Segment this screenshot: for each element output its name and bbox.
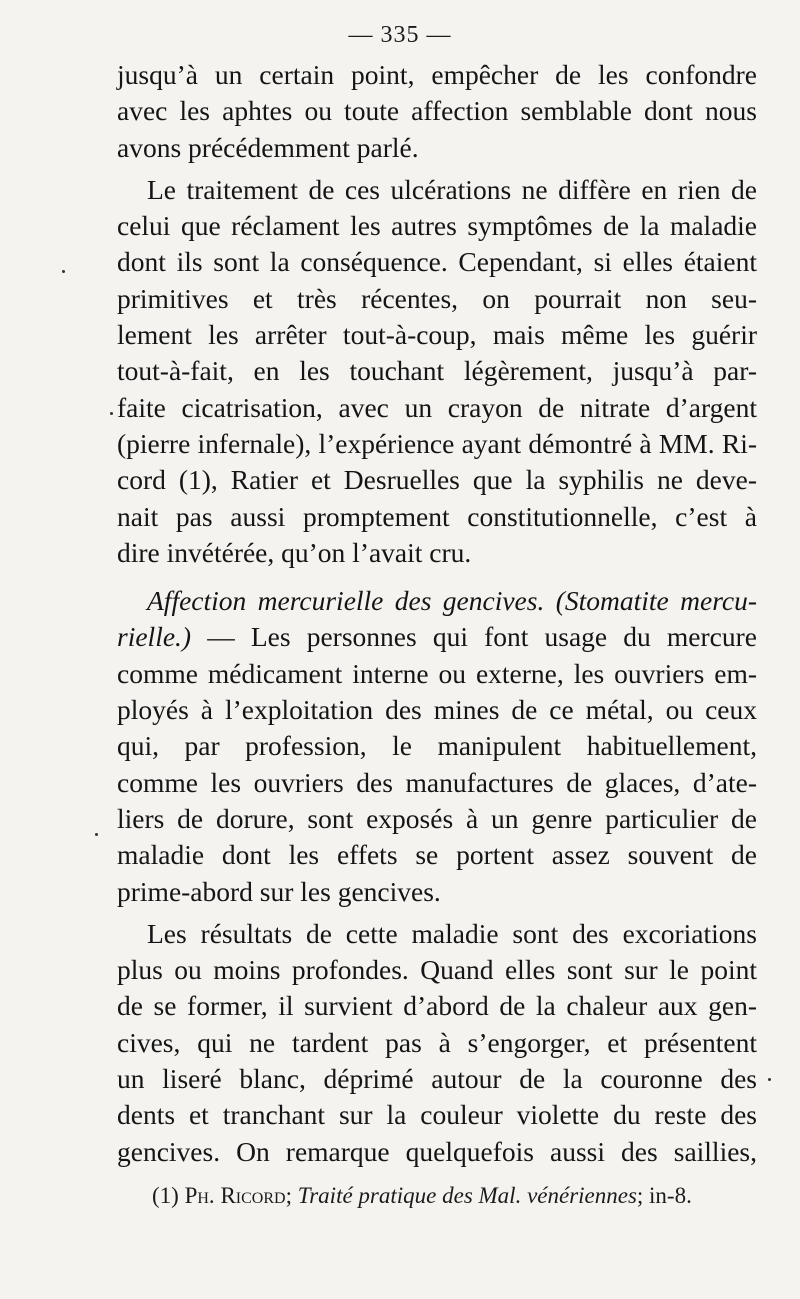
text-line: gencives. On remarque quelquefois aussi des saillies, <box>117 1135 757 1167</box>
ink-speck <box>62 270 65 273</box>
text-line: cives, qui ne tardent pas à s’engorger, et présentent <box>117 1026 757 1058</box>
paragraph-2 <box>117 172 757 571</box>
text-line: cord (1), Ratier et Desruelles que la syphilis ne deve- <box>117 464 757 496</box>
text-line: primitives et très récentes, on pourrait non seu- <box>117 282 757 314</box>
footnote-suffix: ; in-8. <box>636 1183 692 1208</box>
text-line: dents et tranchant sur la couleur violette du reste des <box>117 1099 757 1131</box>
ink-speck <box>110 412 113 415</box>
text-line: avons précédemment parlé. <box>117 131 419 163</box>
text-line: (pierre infernale), l’expérience ayant démontré à MM. Ri- <box>117 427 757 459</box>
paragraph-1 <box>117 57 757 166</box>
text-line: dire invétérée, qu’on l’avait cru. <box>117 536 472 568</box>
section-heading: Affection mercurielle des gencives. <box>147 585 545 617</box>
text-line: tout-à-fait, en les touchant légèrement, jusqu’à par- <box>117 355 757 387</box>
footnote-marker: (1) <box>152 1183 179 1208</box>
section-heading-paren-end: rielle.) <box>117 621 192 653</box>
page-number: — 335 — <box>348 22 452 48</box>
text-line: de se former, il survient d’abord de la chaleur aux gen- <box>117 990 757 1022</box>
footnote <box>152 1181 752 1211</box>
page-body-text <box>117 57 757 1170</box>
text-line: faite cicatrisation, avec un crayon de nitrate d’argent <box>117 391 757 423</box>
footnote-author-name: Ricord <box>220 1183 286 1208</box>
footnote-title: Traité pratique des Mal. vénériennes <box>297 1183 637 1208</box>
text-line: prime-abord sur les gencives. <box>117 875 441 907</box>
text-line: nait pas aussi promptement constitutionnelle, c’est à <box>117 500 757 532</box>
paragraph-4 <box>117 916 757 1170</box>
text-line: qui, par profession, le manipulent habituellement, <box>117 730 757 762</box>
section-heading-paren: (Stomatite mercu- <box>555 585 757 617</box>
section-first-line: — Les personnes qui font usage du mercure <box>207 621 757 653</box>
text-line: Le traitement de ces ulcérations ne diffère en rien de <box>147 173 757 205</box>
paragraph-3 <box>117 583 757 910</box>
ink-speck <box>768 1078 771 1081</box>
paragraph-gap <box>117 571 757 583</box>
text-line: celui que réclament les autres symptômes de la maladie <box>117 210 757 242</box>
text-line: comme médicament interne ou externe, les ouvriers em- <box>117 657 757 689</box>
text-line: jusqu’à un certain point, empêcher de les confondre <box>117 59 757 90</box>
text-line: un liseré blanc, déprimé autour de la couronne des <box>117 1063 757 1095</box>
text-line: Les résultats de cette maladie sont des excoriations <box>147 917 757 949</box>
text-line: avec les aphtes ou toute affection semblable dont nous <box>117 95 757 127</box>
text-line: liers de dorure, sont exposés à un genre particulier de <box>117 802 757 834</box>
text-line: plus ou moins profondes. Quand elles sont sur le point <box>117 954 757 986</box>
text-line: comme les ouvriers des manufactures de glaces, d’ate- <box>117 766 757 798</box>
text-line <box>117 619 757 655</box>
text-line: dont ils sont la conséquence. Cependant, si elles étaient <box>117 246 757 278</box>
footnote-separator: ; <box>285 1183 292 1208</box>
text-line: lement les arrêter tout-à-coup, mais même les guérir <box>117 319 757 351</box>
text-line: ployés à l’exploitation des mines de ce métal, ou ceux <box>117 694 757 726</box>
text-line: maladie dont les effets se portent assez souvent de <box>117 839 757 871</box>
footnote-author-initials: Ph. <box>184 1183 215 1208</box>
section-heading-line <box>117 583 757 619</box>
ink-speck <box>95 833 98 836</box>
